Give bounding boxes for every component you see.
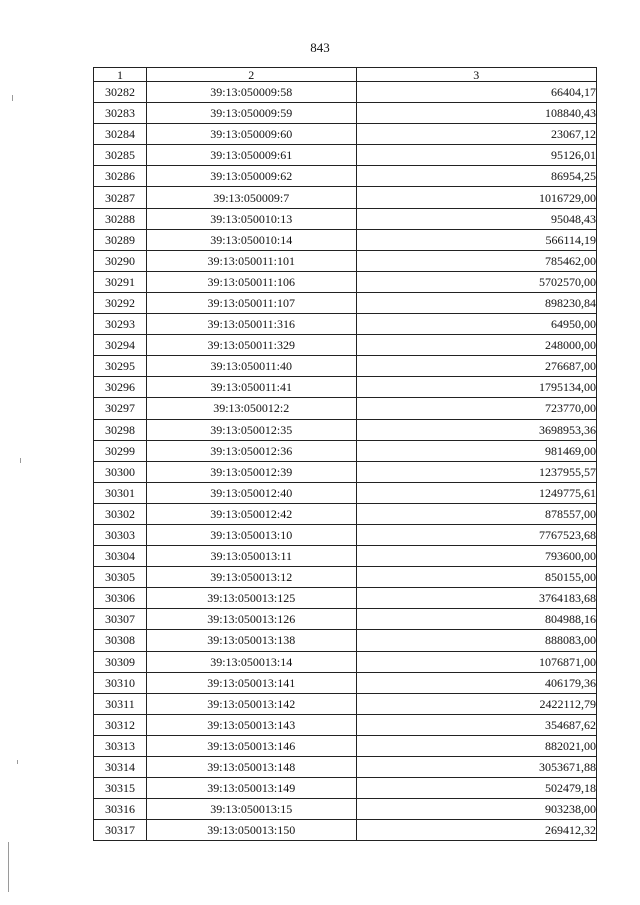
table-body — [94, 82, 597, 841]
table-row — [94, 103, 597, 124]
cadastral-value-cell: 1076871,00 — [356, 651, 596, 672]
cadastral-value-cell: 108840,43 — [356, 103, 596, 124]
table-row — [94, 546, 597, 567]
cadastral-number-cell: 39:13:050009:61 — [146, 145, 356, 166]
cadastral-value-cell: 785462,00 — [356, 250, 596, 271]
cadastral-number-cell: 39:13:050013:138 — [146, 630, 356, 651]
table-row — [94, 314, 597, 335]
table-row — [94, 461, 597, 482]
cadastral-number-cell: 39:13:050009:7 — [146, 187, 356, 208]
record-number-cell: 30284 — [94, 124, 147, 145]
cadastral-number-cell: 39:13:050013:14 — [146, 651, 356, 672]
cadastral-number-cell: 39:13:050013:12 — [146, 567, 356, 588]
table-row — [94, 377, 597, 398]
record-number-cell: 30297 — [94, 398, 147, 419]
record-number-cell: 30303 — [94, 524, 147, 545]
table-row — [94, 250, 597, 271]
cadastral-number-cell: 39:13:050010:13 — [146, 208, 356, 229]
table-row — [94, 229, 597, 250]
table-row — [94, 335, 597, 356]
record-number-cell: 30302 — [94, 503, 147, 524]
cadastral-number-cell: 39:13:050013:15 — [146, 799, 356, 820]
cadastral-number-cell: 39:13:050011:101 — [146, 250, 356, 271]
cadastral-number-cell: 39:13:050013:150 — [146, 820, 356, 841]
cadastral-number-cell: 39:13:050013:125 — [146, 588, 356, 609]
record-number-cell: 30291 — [94, 271, 147, 292]
cadastral-number-cell: 39:13:050011:106 — [146, 271, 356, 292]
table-row — [94, 630, 597, 651]
scan-artifact — [20, 458, 21, 463]
table-row — [94, 820, 597, 841]
table-row — [94, 398, 597, 419]
table-row — [94, 82, 597, 103]
table-row — [94, 145, 597, 166]
cadastral-number-cell: 39:13:050013:126 — [146, 609, 356, 630]
cadastral-value-cell: 850155,00 — [356, 567, 596, 588]
record-number-cell: 30316 — [94, 799, 147, 820]
cadastral-number-cell: 39:13:050013:11 — [146, 546, 356, 567]
table-row — [94, 166, 597, 187]
cadastral-value-cell: 86954,25 — [356, 166, 596, 187]
cadastral-value-cell: 2422112,79 — [356, 693, 596, 714]
record-number-cell: 30315 — [94, 778, 147, 799]
table-row — [94, 799, 597, 820]
record-number-cell: 30309 — [94, 651, 147, 672]
cadastral-value-cell: 276687,00 — [356, 356, 596, 377]
cadastral-value-cell: 804988,16 — [356, 609, 596, 630]
record-number-cell: 30314 — [94, 757, 147, 778]
cadastral-number-cell: 39:13:050013:149 — [146, 778, 356, 799]
cadastral-value-cell: 502479,18 — [356, 778, 596, 799]
table-row — [94, 757, 597, 778]
record-number-cell: 30288 — [94, 208, 147, 229]
table-row — [94, 778, 597, 799]
cadastral-value-cell: 3053671,88 — [356, 757, 596, 778]
table-row — [94, 714, 597, 735]
table-row — [94, 609, 597, 630]
page-number: 843 — [310, 40, 330, 55]
table-row — [94, 419, 597, 440]
cadastral-value-cell: 981469,00 — [356, 440, 596, 461]
cadastral-number-cell: 39:13:050012:40 — [146, 482, 356, 503]
cadastral-value-cell: 269412,32 — [356, 820, 596, 841]
record-number-cell: 30306 — [94, 588, 147, 609]
cadastral-value-cell: 1237955,57 — [356, 461, 596, 482]
record-number-cell: 30299 — [94, 440, 147, 461]
cadastral-value-cell: 903238,00 — [356, 799, 596, 820]
record-number-cell: 30287 — [94, 187, 147, 208]
cadastral-number-cell: 39:13:050013:146 — [146, 735, 356, 756]
cadastral-value-cell: 882021,00 — [356, 735, 596, 756]
table-row — [94, 693, 597, 714]
header-row — [94, 68, 597, 82]
table-row — [94, 735, 597, 756]
cadastral-value-cell: 23067,12 — [356, 124, 596, 145]
table-header — [94, 68, 597, 82]
cadastral-value-cell: 793600,00 — [356, 546, 596, 567]
cadastral-value-cell: 1249775,61 — [356, 482, 596, 503]
record-number-cell: 30304 — [94, 546, 147, 567]
cadastral-number-cell: 39:13:050010:14 — [146, 229, 356, 250]
record-number-cell: 30293 — [94, 314, 147, 335]
cadastral-number-cell: 39:13:050012:36 — [146, 440, 356, 461]
cadastral-number-cell: 39:13:050013:143 — [146, 714, 356, 735]
record-number-cell: 30300 — [94, 461, 147, 482]
cadastral-value-cell: 406179,36 — [356, 672, 596, 693]
table-row — [94, 672, 597, 693]
cadastral-number-cell: 39:13:050011:41 — [146, 377, 356, 398]
cadastral-number-cell: 39:13:050011:316 — [146, 314, 356, 335]
scan-artifact — [8, 842, 9, 892]
column-header-2: 2 — [146, 68, 356, 82]
column-header-1: 1 — [94, 68, 147, 82]
record-number-cell: 30282 — [94, 82, 147, 103]
cadastral-number-cell: 39:13:050013:142 — [146, 693, 356, 714]
table-row — [94, 208, 597, 229]
record-number-cell: 30307 — [94, 609, 147, 630]
record-number-cell: 30305 — [94, 567, 147, 588]
cadastral-number-cell: 39:13:050011:40 — [146, 356, 356, 377]
table-row — [94, 651, 597, 672]
record-number-cell: 30310 — [94, 672, 147, 693]
cadastral-value-cell: 898230,84 — [356, 292, 596, 313]
record-number-cell: 30295 — [94, 356, 147, 377]
record-number-cell: 30317 — [94, 820, 147, 841]
table-row — [94, 503, 597, 524]
record-number-cell: 30292 — [94, 292, 147, 313]
cadastral-value-table — [93, 67, 597, 841]
cadastral-number-cell: 39:13:050009:58 — [146, 82, 356, 103]
cadastral-value-cell: 64950,00 — [356, 314, 596, 335]
cadastral-value-cell: 1795134,00 — [356, 377, 596, 398]
cadastral-value-cell: 66404,17 — [356, 82, 596, 103]
scan-artifact — [12, 95, 13, 101]
cadastral-value-cell: 723770,00 — [356, 398, 596, 419]
record-number-cell: 30294 — [94, 335, 147, 356]
cadastral-value-cell: 3764183,68 — [356, 588, 596, 609]
table-row — [94, 482, 597, 503]
table-row — [94, 440, 597, 461]
table-row — [94, 124, 597, 145]
cadastral-number-cell: 39:13:050011:329 — [146, 335, 356, 356]
record-number-cell: 30286 — [94, 166, 147, 187]
cadastral-number-cell: 39:13:050013:148 — [146, 757, 356, 778]
record-number-cell: 30311 — [94, 693, 147, 714]
cadastral-number-cell: 39:13:050011:107 — [146, 292, 356, 313]
cadastral-value-cell: 3698953,36 — [356, 419, 596, 440]
record-number-cell: 30301 — [94, 482, 147, 503]
cadastral-value-cell: 95048,43 — [356, 208, 596, 229]
record-number-cell: 30298 — [94, 419, 147, 440]
cadastral-number-cell: 39:13:050009:59 — [146, 103, 356, 124]
cadastral-number-cell: 39:13:050013:10 — [146, 524, 356, 545]
cadastral-value-cell: 1016729,00 — [356, 187, 596, 208]
cadastral-value-cell: 7767523,68 — [356, 524, 596, 545]
cadastral-number-cell: 39:13:050012:35 — [146, 419, 356, 440]
cadastral-value-cell: 878557,00 — [356, 503, 596, 524]
cadastral-number-cell: 39:13:050012:42 — [146, 503, 356, 524]
cadastral-number-cell: 39:13:050013:141 — [146, 672, 356, 693]
cadastral-number-cell: 39:13:050009:62 — [146, 166, 356, 187]
table-row — [94, 524, 597, 545]
cadastral-value-cell: 248000,00 — [356, 335, 596, 356]
table-row — [94, 292, 597, 313]
record-number-cell: 30285 — [94, 145, 147, 166]
scan-artifact — [17, 760, 18, 764]
table-row — [94, 187, 597, 208]
cadastral-value-cell: 5702570,00 — [356, 271, 596, 292]
table-row — [94, 567, 597, 588]
cadastral-number-cell: 39:13:050012:39 — [146, 461, 356, 482]
cadastral-number-cell: 39:13:050009:60 — [146, 124, 356, 145]
cadastral-value-cell: 95126,01 — [356, 145, 596, 166]
table-row — [94, 356, 597, 377]
cadastral-value-cell: 566114,19 — [356, 229, 596, 250]
record-number-cell: 30283 — [94, 103, 147, 124]
column-header-3: 3 — [356, 68, 596, 82]
cadastral-value-cell: 888083,00 — [356, 630, 596, 651]
record-number-cell: 30296 — [94, 377, 147, 398]
cadastral-value-cell: 354687,62 — [356, 714, 596, 735]
cadastral-number-cell: 39:13:050012:2 — [146, 398, 356, 419]
record-number-cell: 30290 — [94, 250, 147, 271]
record-number-cell: 30308 — [94, 630, 147, 651]
table-row — [94, 588, 597, 609]
record-number-cell: 30313 — [94, 735, 147, 756]
record-number-cell: 30312 — [94, 714, 147, 735]
record-number-cell: 30289 — [94, 229, 147, 250]
table-row — [94, 271, 597, 292]
